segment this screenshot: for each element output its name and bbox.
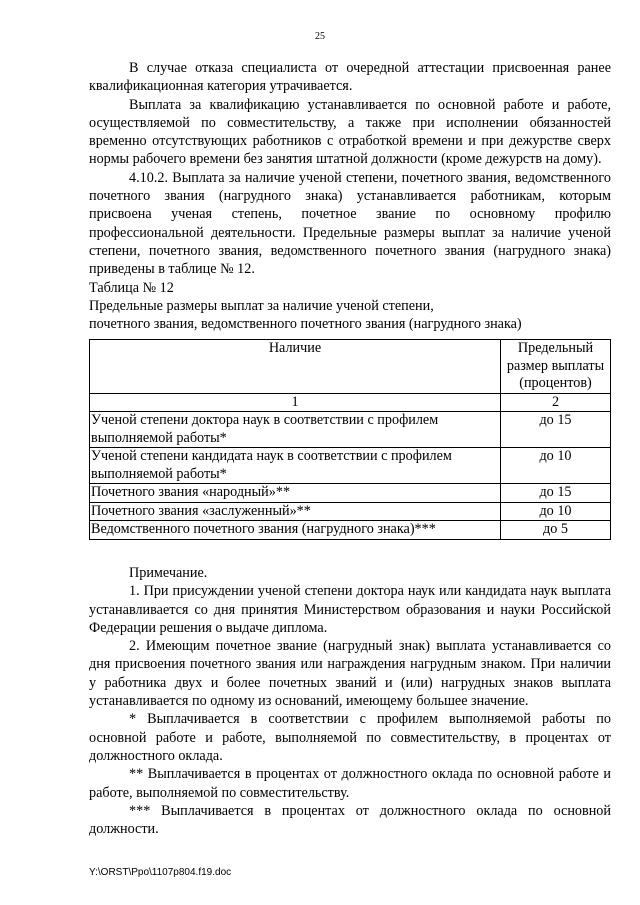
row-name: Ученой степени доктора наук в соответствии с профилем выполняемой работы*: [90, 412, 501, 448]
notes-heading: Примечание.: [129, 564, 208, 581]
page-number: 25: [315, 31, 325, 42]
table-row: [90, 412, 611, 448]
row-value: до 15: [501, 412, 611, 448]
payments-table: [89, 339, 611, 540]
column-number: 1: [90, 393, 501, 412]
row-value: до 15: [501, 484, 611, 503]
table-title-line: Предельные размеры выплат за наличие ученой степени,: [89, 297, 434, 314]
note-item: 1. При присуждении ученой степени доктора наук или кандидата наук выплата устанавливается со дня принятия Министерством образования и науки Российской Федерации решения о выдаче диплома.: [89, 583, 611, 636]
note-item: ** Выплачивается в процентах от должностного оклада по основной работе и работе, выполняемой по совместительству.: [89, 766, 611, 801]
paragraph: Выплата за квалификацию устанавливается по основной работе и работе, осуществляемой по совместительству, а также при исполнении обязанностей временно отсутствующих работников с отработкой времени и при дежурстве сверх нормы рабочего времени без занятия штатной должности (кроме дежурств на дому).: [89, 96, 611, 168]
note-item: *** Выплачивается в процентах от должностного оклада по основной должности.: [89, 802, 611, 838]
header-limit: Предельный размер выплаты (процентов): [501, 340, 611, 394]
row-name: Ученой степени кандидата наук в соответствии с профилем выполняемой работы*: [90, 448, 501, 484]
document-body: [89, 59, 611, 838]
table-header-row: [90, 340, 611, 394]
table-row: [90, 502, 611, 521]
row-value: до 5: [501, 521, 611, 540]
table-number-row: [90, 393, 611, 412]
table-caption: Таблица № 12: [89, 279, 174, 296]
note-item: 2. Имеющим почетное звание (нагрудный знак) выплата устанавливается со дня присвоения почетного звания или награждения нагрудным знаком. При наличии у работника двух и более почетных званий и (или) нагрудных знаков выплата устанавливается по одному из оснований, имеющему большее значение.: [89, 638, 611, 710]
row-name: Ведомственного почетного звания (нагрудного знака)***: [90, 521, 501, 540]
column-number: 2: [501, 393, 611, 412]
paragraph: 4.10.2. Выплата за наличие ученой степени, почетного звания, ведомственного почетного звания (нагрудного знака) устанавливается работникам, которым присвоена ученая степень, почетное звание по основному профилю профессиональной деятельности. Предельные размеры выплат за наличие ученой степени, почетного звания, ведомственного почетного звания (нагрудного знака) приведены в таблице № 12.: [89, 169, 611, 278]
table-row: [90, 448, 611, 484]
table-row: [90, 521, 611, 540]
row-value: до 10: [501, 448, 611, 484]
table-title-line: почетного звания, ведомственного почетного звания (нагрудного знака): [89, 316, 522, 333]
row-value: до 10: [501, 502, 611, 521]
header-availability: Наличие: [90, 340, 501, 394]
paragraph: В случае отказа специалиста от очередной аттестации присвоенная ранее квалификационная категория утрачивается.: [89, 60, 611, 95]
row-name: Почетного звания «народный»**: [90, 484, 501, 503]
table-row: [90, 484, 611, 503]
note-item: * Выплачивается в соответствии с профилем выполняемой работы по основной работе и работе, выполняемой по совместительству, в процентах от должностного оклада.: [89, 711, 611, 764]
file-path-footer: Y:\ORST\Ppo\1107p804.f19.doc: [89, 867, 232, 878]
row-name: Почетного звания «заслуженный»**: [90, 502, 501, 521]
notes-section: [89, 564, 611, 838]
